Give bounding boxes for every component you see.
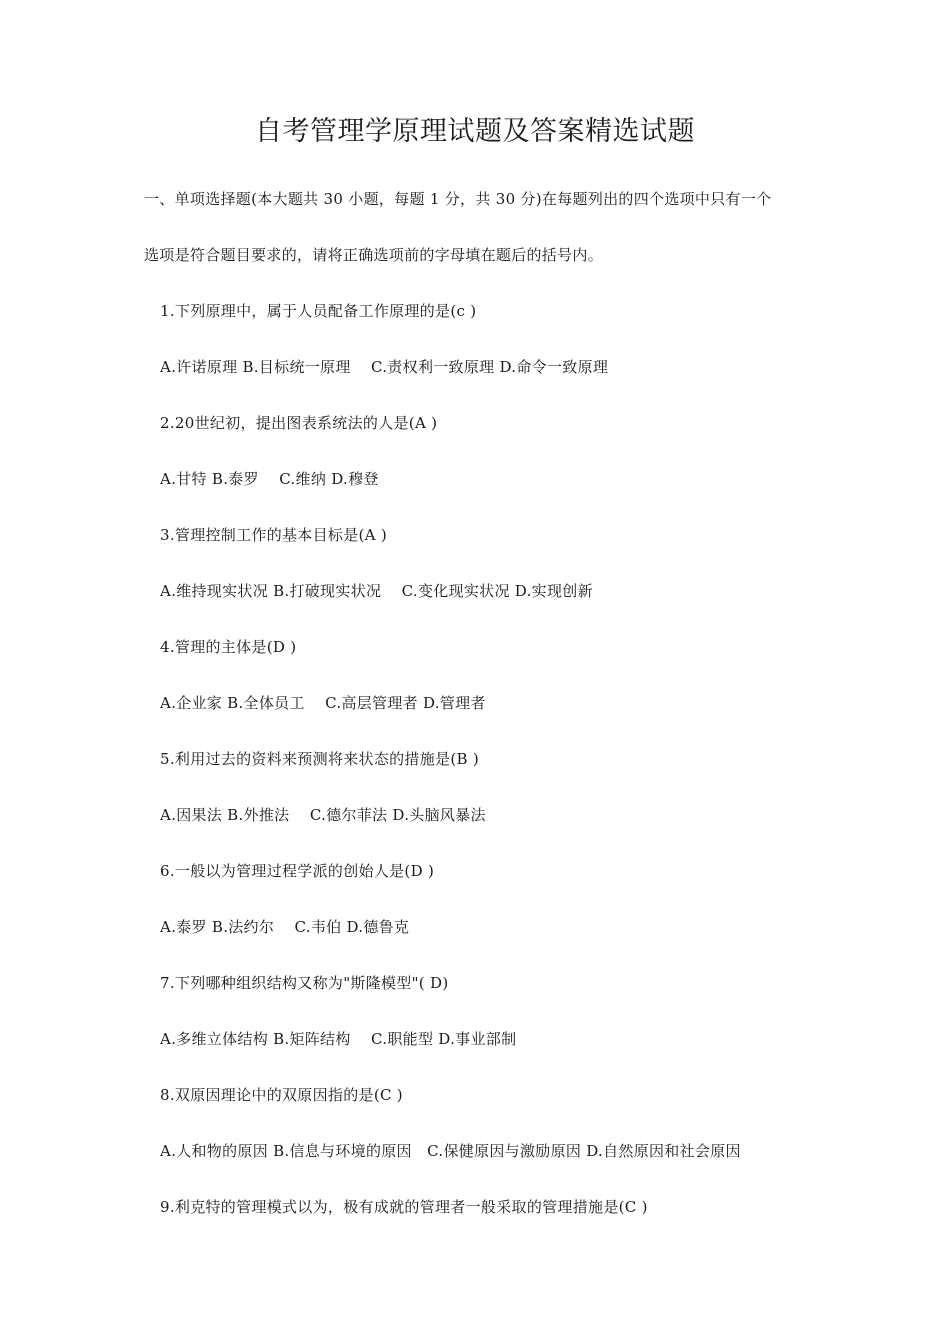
question-3: 3.管理控制工作的基本目标是(A ) <box>160 526 388 544</box>
question-4: 4.管理的主体是(D ) <box>160 638 297 656</box>
question-6-options: A.泰罗 B.法约尔 C.韦伯 D.德鲁克 <box>160 918 410 936</box>
question-1-options: A.许诺原理 B.目标统一原理 C.责权利一致原理 D.命令一致原理 <box>160 358 609 376</box>
question-3-options: A.维持现实状况 B.打破现实状况 C.变化现实状况 D.实现创新 <box>160 582 593 600</box>
question-2-options: A.甘特 B.泰罗 C.维纳 D.穆登 <box>160 470 379 488</box>
question-5-options: A.因果法 B.外推法 C.德尔菲法 D.头脑风暴法 <box>160 806 486 824</box>
question-7: 7.下列哪种组织结构又称为"斯隆模型"( D) <box>160 974 449 992</box>
question-1: 1.下列原理中，属于人员配备工作原理的是(c ) <box>160 302 477 320</box>
document-title: 自考管理学原理试题及答案精选试题 <box>255 116 695 147</box>
question-6: 6.一般以为管理过程学派的创始人是(D ) <box>160 862 435 880</box>
question-8: 8.双原因理论中的双原因指的是(C ) <box>160 1086 403 1104</box>
question-2: 2.20世纪初，提出图表系统法的人是(A ) <box>160 414 438 432</box>
question-4-options: A.企业家 B.全体员工 C.高层管理者 D.管理者 <box>160 694 486 712</box>
question-7-options: A.多维立体结构 B.矩阵结构 C.职能型 D.事业部制 <box>160 1030 517 1048</box>
section-heading-line-2: 选项是符合题目要求的，请将正确选项前的字母填在题后的括号内。 <box>144 246 604 264</box>
question-9: 9.利克特的管理模式以为，极有成就的管理者一般采取的管理措施是(C ) <box>160 1198 648 1216</box>
section-heading-line-1: 一、单项选择题(本大题共 30 小题，每题 1 分，共 30 分)在每题列出的四个选项中只有一个 <box>144 190 772 208</box>
question-8-options: A.人和物的原因 B.信息与环境的原因 C.保健原因与激励原因 D.自然原因和社会原因 <box>160 1142 741 1160</box>
question-5: 5.利用过去的资料来预测将来状态的措施是(B ) <box>160 750 480 768</box>
